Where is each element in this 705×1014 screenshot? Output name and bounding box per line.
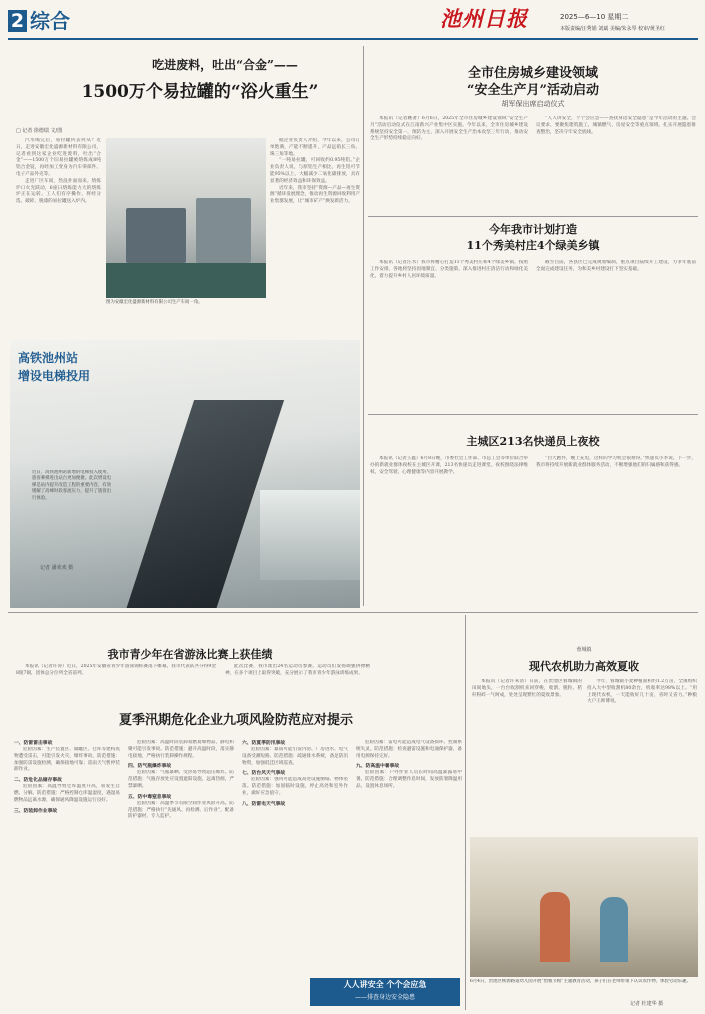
delivery-col-1: 本报讯（记者王鑫）6月8日晚，市委社会工作部、市总工会等单位联合举办的新就业群体夜校在主城区开课，213名快递员走进课堂。夜校围绕法律维权、安全驾驶、心理健康等内容开展教学。 <box>370 456 528 475</box>
lead-kicker: 吃进废料，吐出“合金”—— <box>152 58 298 72</box>
safety-item-text: 危险因素：气瓶暴晒、受热易导致超压爆炸。防范措施：气瓶存放处应设置遮阳设施，远离热源，严禁暴晒。 <box>128 770 234 789</box>
section-name: 综合 <box>30 9 70 33</box>
safety-item-title: 八、防雷电天气事故 <box>242 801 286 807</box>
section-divider <box>8 612 698 613</box>
safety-item-title: 七、防台风天气事故 <box>242 771 286 777</box>
safety-item-text: 危险因素：强风可能造成高处设施倒塌、物体坠落。防范措施：加固临时设施，停止高处和室外作业，做好应急值守。 <box>242 777 348 796</box>
lead-p3: 据企业负责人介绍，今年以来，公司订单饱满，产能不断提升，产品远销长三角、珠三角等地。 <box>270 138 360 157</box>
urban-col-2: “人人讲安全，个个会应急——查找身边安全隐患”是今年活动的主题。会议要求，要聚焦建筑施工、城镇燃气、房屋安全等重点领域，扎实开展隐患排查整治，坚决守牢安全底线。 <box>536 116 696 135</box>
safety-item-text: 危险因素：户外作业人员长时间高温暴露易中暑。防范措施：合理调整作息时间，发放防暑降温用品，设置休息场所。 <box>356 770 462 789</box>
factory-photo <box>106 138 266 298</box>
slogan-line-2: ——排查身边安全隐患 <box>354 994 415 1001</box>
safety-item-text: 危险因素：雷电可能造成电气设备损坏、控制系统失灵。防范措施：检查避雷设施和电涌保护器，备用电源保持完好。 <box>356 740 462 759</box>
lead-p2: 走进厂区车间，热浪扑面而来。熔炼炉口火光跃动，6座日熔炼能力大的熔炼炉正在运转。工人们有序操作，将经分选、破碎、脱漆的易拉罐送入炉内。 <box>16 178 101 205</box>
masthead <box>0 0 705 44</box>
safety-item-title: 一、防雷雷击事故 <box>14 741 53 746</box>
kindergarten-photo <box>470 837 698 977</box>
lead-article <box>10 46 360 336</box>
urban-headline-1: 全市住房城乡建设领域 <box>467 66 598 81</box>
urban-subhead: 胡军保出席启动仪式 <box>501 100 565 108</box>
village-article <box>368 218 698 413</box>
lead-p5: 近年来，我市坚持“资源—产品—再生资源”循环发展理念，推动再生资源回收利用产业集群发展，让“城市矿产”焕发新活力。 <box>270 185 360 205</box>
child-figure-shape <box>540 892 570 962</box>
safety-item-text: 危险因素：高温季节有限空间作业风险升高。防范措施：严格执行“先通风、再检测、后作业”，配备防护器材，专人监护。 <box>128 800 234 820</box>
safety-item-title: 九、防高温中暑事故 <box>356 764 400 770</box>
issue-date: 2025—6—10 星期二 <box>560 13 629 21</box>
elevator-caption: 近日，高铁池州站新增的电梯投入使用，旅客乘梯进出站台更加便捷。此次增设电梯是站内提升改造工程的重要内容，有效缓解了高峰时段客流压力，提升了旅客出行体验。 <box>32 470 112 501</box>
safety-item-title: 三、防装卸作业事故 <box>14 808 58 814</box>
safety-item-text: 危险因素：高温导致仓库温度升高，易发生自燃、分解。防范措施：严格控制仓库温湿度，遇湿易燃物品远离水源，确保通风降温设施运行良好。 <box>14 784 120 803</box>
safety-item-text: 危险因素：高温时段装卸易燃易爆物品，静电积聚可能引发事故。防范措施：避开高温时段，落实静电接地，严格执行装卸操作规程。 <box>128 740 234 759</box>
header-rule <box>8 38 698 40</box>
village-col-1: 本报讯（记者汪水）我市将精心打造11个秀美村庄和4个绿美乡镇。按照工作安排，各地将坚持因地制宜、分类施策，深入推进村庄清洁行动和绿化美化，着力提升乡村人居环境质量。 <box>370 260 528 279</box>
harvest-article <box>470 615 698 1010</box>
lead-byline: □ 记者 徐德瑞 文/图 <box>16 128 63 134</box>
column-divider <box>363 46 364 606</box>
youth-col-2: 此次比赛，我市派出24名运动员参赛。运动员们发扬顽强拼搏精神，在多个项目上取得突破，充分展示了我市青少年游泳训练成果。 <box>225 664 370 676</box>
harvest-col-2: 今年，蓉城镇小麦种植面积约1.2万亩，全镇组织投入大中型收割机80余台，机收率达98%以上。“用上现代农机，一天能收好几十亩，省时又省力。”种粮大户王师傅说。 <box>587 679 697 705</box>
safety-items <box>14 740 462 1010</box>
village-col-2: 截至目前，各县区已完成规划编制，重点项目陆续开工建设，力争年底前全面完成建设任务，为和美乡村建设打下坚实基础。 <box>536 260 696 272</box>
section-divider <box>368 414 698 415</box>
delivery-col-2: “白天跑件，晚上充电，这样的学习机会很难得。”快递员小李说。下一步，我市将持续开展新就业群体服务活动，不断增强他们的归属感和获得感。 <box>536 456 696 468</box>
lead-headline: 1500万个易拉罐的“浴火重生” <box>81 82 319 102</box>
harvest-subhead: 蓉城镇 <box>576 647 592 653</box>
urban-article <box>368 46 698 216</box>
elevator-headline-1: 高铁池州站 <box>18 351 79 365</box>
editors-line: 本版责编/汪秀娟 刘斌 美编/朱永琴 校审/黄圣红 <box>560 26 665 32</box>
safety-slogan-banner <box>310 978 460 1006</box>
lead-p4: “一吨易拉罐，可回收约0.95吨铝。”企业负责人说，与原铝生产相比，再生铝可节能95%以上，大幅减少二氧化碳排放，具有显著的经济效益和环保效益。 <box>270 158 360 184</box>
safety-headline: 夏季汛期危化企业九项风险防范应对提示 <box>118 713 353 728</box>
urban-col-1: 本报讯（记者姚著）6月6日，2025年全市住房城乡建设领域“安全生产月”活动启动仪式在江南新兴产业集中区实施。今年以来，全市住房城乡建设系统坚持安全第一、预防为主，深入开展安全生产治本攻坚三年行动，推动安全生产形势持续稳定向好。 <box>370 116 528 142</box>
harvest-headline: 现代农机助力高效夏收 <box>529 660 639 673</box>
section-divider <box>368 216 698 217</box>
harvest-col-1: 本报讯（记者许朱清）日前，在贵池区蓉城镇的田间地头，一台台收割机来回穿梭，收割、脱粒、秸秆粉碎一气呵成，处处呈现繁忙的夏收景象。 <box>472 679 582 698</box>
youth-col-1: 本报讯（记者许涛）近日，2025年安徽省青少年游泳锦标赛落下帷幕，我市代表队共夺得9金8银7铜，团体总分位列全省前列。 <box>16 664 216 676</box>
safety-item-title: 二、防危化品储存事故 <box>14 778 62 784</box>
lead-byline-text: 记者 徐德瑞 文/图 <box>22 128 63 134</box>
slogan-line-1: 人人讲安全 个个会应急 <box>343 980 427 989</box>
lead-photo-caption: 图为安徽宏化盛源新材料有限公司生产车间一角。 <box>106 300 203 305</box>
village-headline-2: 11个秀美村庄4个绿美乡镇 <box>466 239 600 252</box>
youth-headline: 我市青少年在省游泳比赛上获佳绩 <box>107 648 273 661</box>
urban-headline-2: “安全生产月”活动启动 <box>467 83 599 98</box>
safety-item-title: 五、防中毒窒息事故 <box>128 794 172 800</box>
train-shape <box>260 490 360 580</box>
lead-col-2 <box>270 138 360 298</box>
safety-item-text: 危险因素：生产装置区、储罐区、仓库等建构筑物遭受雷击，可能引发火灾、爆炸事故。防范措施：加强防雷设施检测，确保接地可靠；雷雨天气暂停装卸作业。 <box>14 747 120 773</box>
delivery-article <box>368 418 698 608</box>
factory-machine-shape <box>126 208 186 263</box>
safety-item-title: 四、防气瓶爆炸事故 <box>128 764 172 770</box>
delivery-headline: 主城区213名快递员上夜校 <box>466 435 600 448</box>
page-number-badge: 2 <box>8 10 27 32</box>
lead-p1: 汽水喝完后，易拉罐何去何从？近日，走进安徽宏化盛源新材料有限公司，记者看到这家企业吃进废料，吐出“合金”——1500万个旧易拉罐被熔炼成8吨铝合金锭，再经加工变身为汽车零部件、电子产品外壳等。 <box>16 138 101 177</box>
safety-item-text: 危险因素：暴雨可能引发内涝、厂房进水、电气设备受潮短路。防范措施：疏通排水系统，备足防汛物资，加强低洼区域巡查。 <box>242 747 348 766</box>
child-figure-shape <box>600 897 628 962</box>
column-divider <box>465 615 466 1010</box>
lead-col-1 <box>16 138 101 336</box>
harvest-photo-caption: 6月4日，贵池区桃源路道幼儿园开展“惜粮节粮”主题教育活动，孩子们在老师带领下认识农作物，体验劳动乐趣。 <box>470 979 691 984</box>
factory-machine-shape <box>196 198 251 263</box>
elevator-byline: 记者 潘欢欢 摄 <box>40 565 74 571</box>
safety-item-title: 六、防夏季防汛事故 <box>242 741 286 746</box>
safety-article <box>10 700 462 1010</box>
youth-article <box>10 615 460 695</box>
harvest-byline: 记者 杜建华 摄 <box>630 1001 664 1007</box>
elevator-article <box>10 340 360 610</box>
village-headline-1: 今年我市计划打造 <box>489 223 577 236</box>
newspaper-logo: 池州日报 <box>440 6 528 31</box>
factory-floor-shape <box>106 263 266 298</box>
elevator-headline-2: 增设电梯投用 <box>18 369 91 383</box>
